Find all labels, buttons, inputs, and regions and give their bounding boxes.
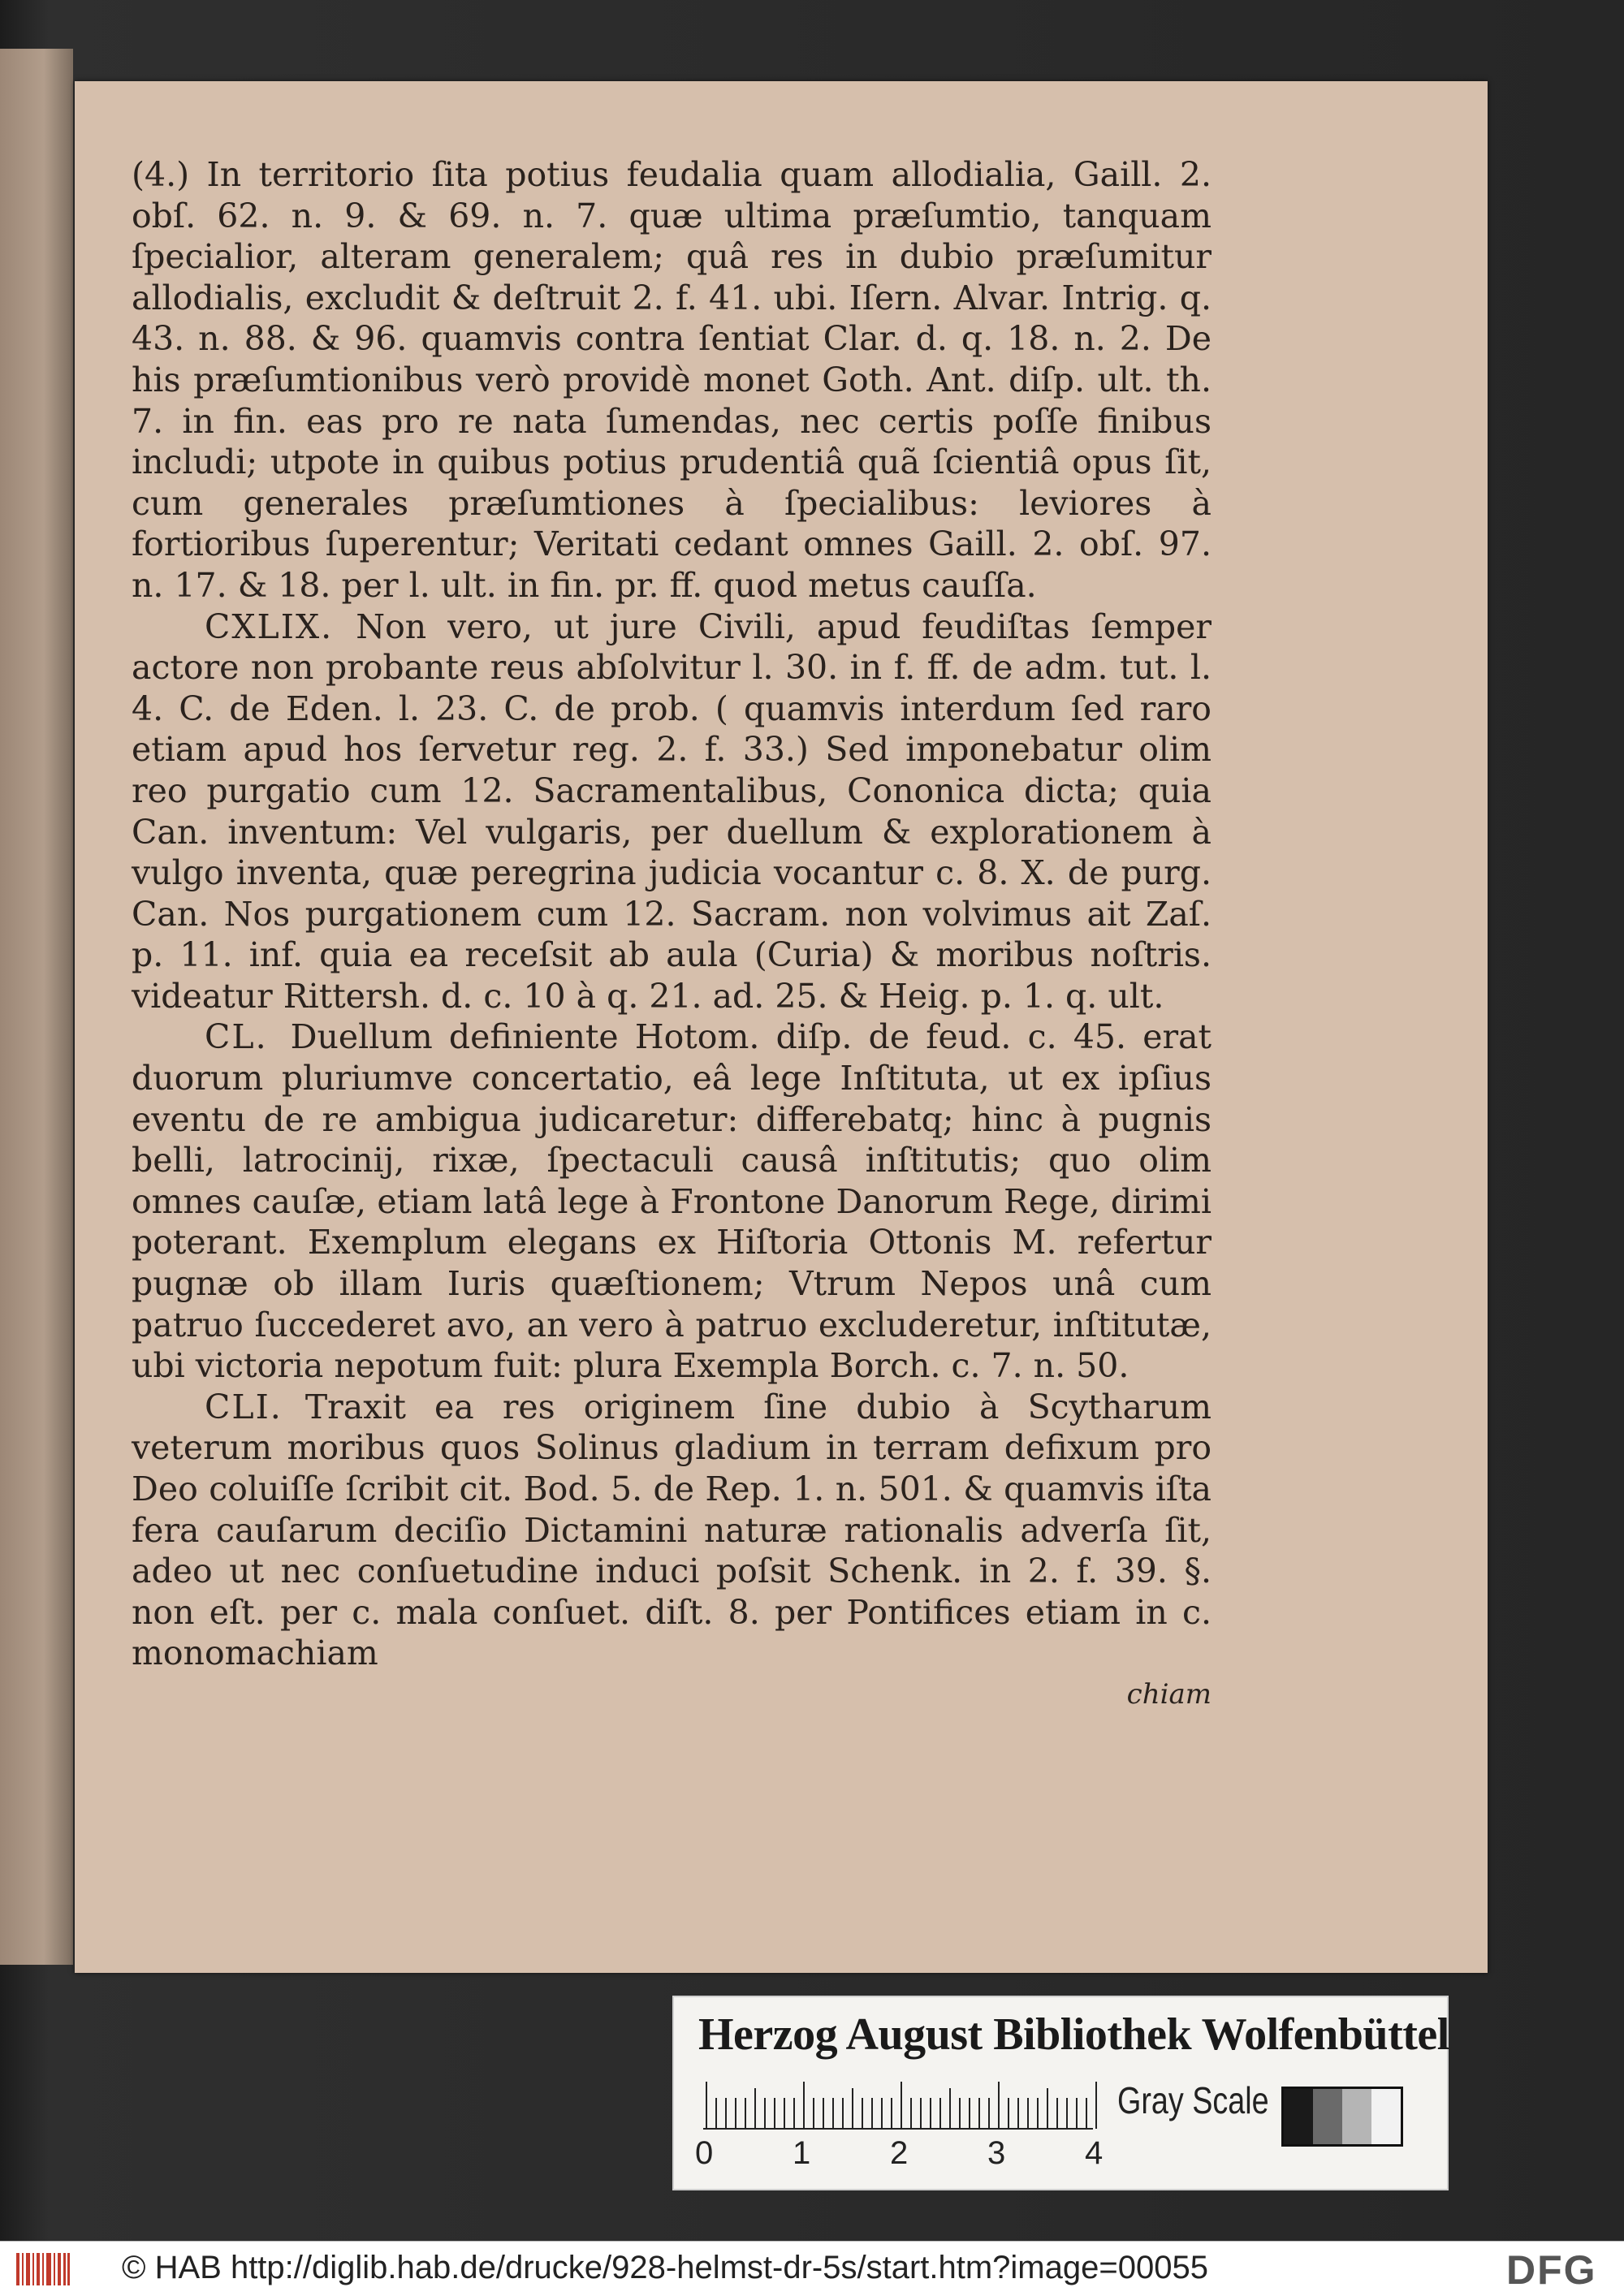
- dfg-logo: DFG: [1506, 2247, 1597, 2293]
- swatch-dark-gray: [1313, 2089, 1342, 2144]
- paragraph-1: [132, 154, 1212, 606]
- paragraph-text: Duellum definiente Hotom. diſp. de feud. c. 45. erat duorum pluriumve concertatio, eâ lege Inſtituta, ut ex ipſius eventu de re ambigua judicaretur: differebatq; hinc à pugnis belli, latrocinij, rixæ, ſpectaculi causâ inſtitutis; quo olim omnes cauſæ, etiam latâ lege à Frontone Danorum Rege, dirimi poterant. Exemplum elegans ex Hiſtoria Ottonis M. refertur pugnæ ob illam Iuris quæſtionem; Vtrum Nepos unâ cum patruo ſuccederet avo, an vero à patruo excluderetur, inſtitutæ, ubi victoria nepotum fuit: plura Exempla Borch. c. 7. n. 50.: [132, 1017, 1212, 1386]
- gray-scale-label: Gray Scale: [1117, 2079, 1269, 2121]
- swatch-black: [1284, 2089, 1313, 2144]
- ruler-number: 4: [1085, 2135, 1104, 2171]
- previous-page-edge: [0, 49, 73, 1965]
- section-number: CXLIX.: [205, 606, 334, 646]
- catchword: chiam: [1126, 1677, 1212, 1711]
- scale-ruler-icon: [703, 2082, 1158, 2130]
- ruler-numbers: [695, 2135, 1182, 2176]
- book-page: [75, 81, 1488, 1973]
- barcode-icon: [16, 2253, 70, 2285]
- paragraph-text: Non vero, ut jure Civili, apud feudiſtas ſemper actore non probante reus abſolvitur l. 30. in f. ff. de adm. tut. l. 4. C. de Eden. l. 23. C. de prob. ( quamvis interdum ſed raro etiam apud hos ſervetur reg. 2. f. 33.) Sed imponebatur olim reo purgatio cum 12. Sacramentalibus, Cononica dicta; quia Can. inventum: Vel vulgaris, per duellum & explorationem à vulgo inventa, quæ peregrina judicia vocantur c. 8. X. de purg. Can. Nos purgationem cum 12. Sacram. non volvimus ait Zaſ. p. 11. inf. quia ea receſsit ab aula (Curia) & moribus noſtris. videatur Rittersh. d. c. 10 à q. 21. ad. 25. & Heig. p. 1. q. ult.: [132, 606, 1212, 1016]
- paragraph-cli: [132, 1387, 1212, 1674]
- library-title: Herzog August Bibliothek Wolfenbüttel: [698, 2009, 1449, 2060]
- ruler-number: 0: [695, 2135, 714, 2171]
- ruler-number: 1: [793, 2135, 811, 2171]
- section-number: CL.: [205, 1017, 268, 1057]
- ruler-number: 2: [890, 2135, 909, 2171]
- ruler-number: 3: [987, 2135, 1006, 2171]
- paragraph-text: Traxit ea res originem ſine dubio à Scytharum veterum moribus quos Solinus gladium in terram defixum pro Deo coluiſſe ſcribit cit. Bod. 5. de Rep. 1. n. 501. & quamvis iſta fera cauſarum deciſio Dictamini naturæ rationalis adverſa ſit, adeo ut nec conſuetudine induci poſsit Schenk. in 2. f. 39. §. non eſt. per c. mala conſuet. diſt. 8. per Pontifices etiam in c. monomachiam: [132, 1387, 1212, 1673]
- gray-scale-swatch: [1281, 2087, 1403, 2147]
- footer-bar: [0, 2241, 1624, 2296]
- page-text: [132, 154, 1212, 1716]
- footer-link[interactable]: © HAB http://diglib.hab.de/drucke/928-helmst-dr-5s/start.htm?image=00055: [122, 2250, 1208, 2285]
- paragraph-cl: [132, 1016, 1212, 1386]
- paragraph-cxlix: [132, 606, 1212, 1017]
- section-number: CLI.: [205, 1387, 283, 1426]
- swatch-white: [1371, 2089, 1401, 2144]
- library-label-card: [672, 1996, 1449, 2190]
- swatch-light-gray: [1342, 2089, 1371, 2144]
- paragraph-text: (4.) In territorio ſita potius feudalia quam allodialia, Gaill. 2. obſ. 62. n. 9. & 69. n. 7. quæ ultima præſumtio, tanquam ſpecialior, alteram generalem; quâ res in dubio præſumitur allodialis, excludit & deſtruit 2. f. 41. ubi. Iſern. Alvar. Intrig. q. 43. n. 88. & 96. quamvis contra ſentiat Clar. d. q. 18. n. 2. De his præſumtionibus verò providè monet Goth. Ant. diſp. ult. th. 7. in fin. eas pro re nata ſumendas, nec certis poſſe finibus includi; utpote in quibus potius prudentiâ quã ſcientiâ opus ſit, cum generales præſumtiones à ſpecialibus: leviores à fortioribus ſuperentur; Veritati cedant omnes Gaill. 2. obſ. 97. n. 17. & 18. per l. ult. in fin. pr. ff. quod metus cauſſa.: [132, 155, 1212, 605]
